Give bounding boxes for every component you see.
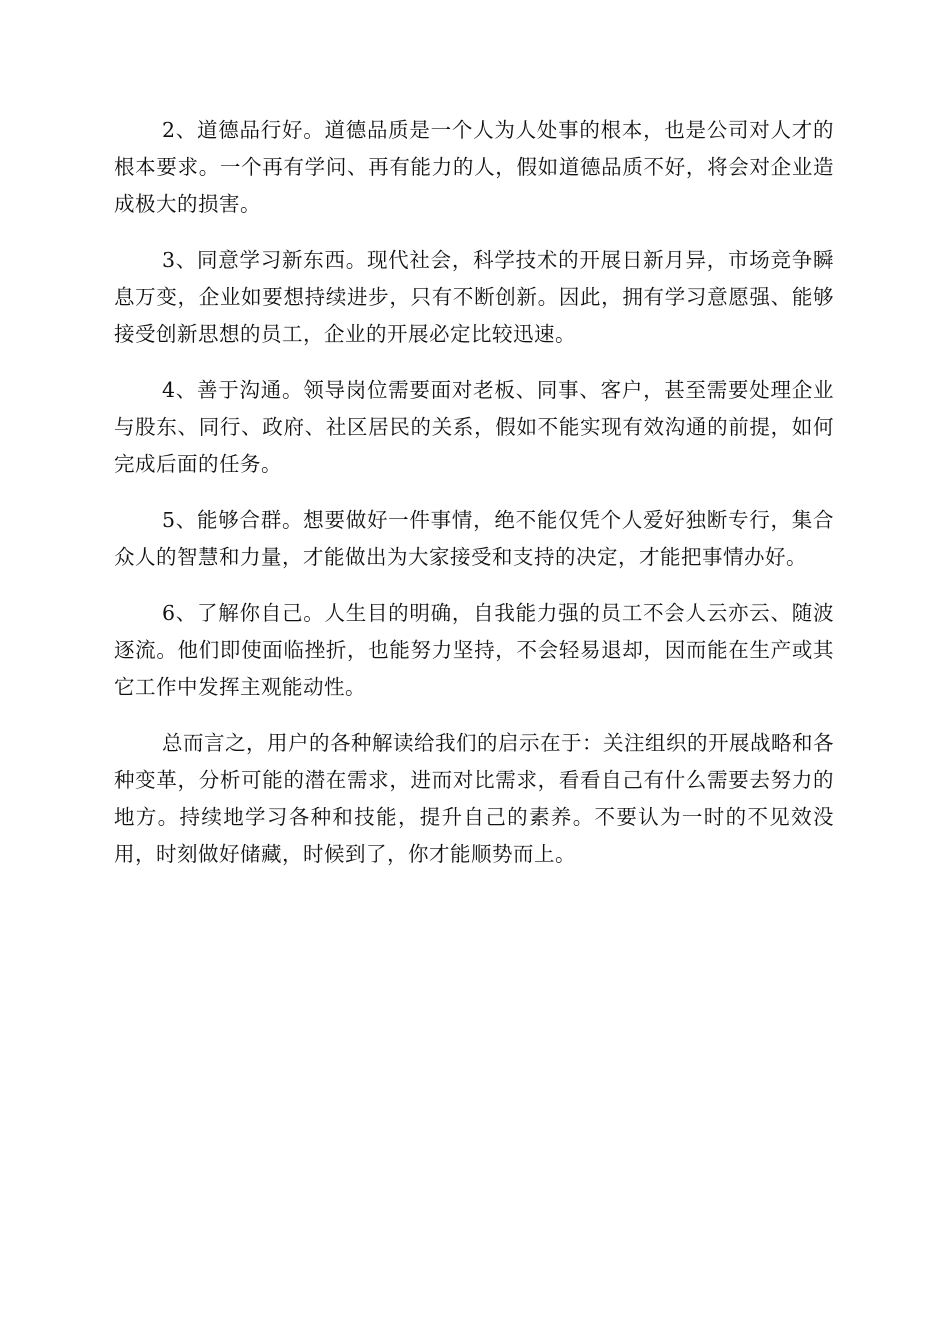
paragraph-willing-to-learn: 3、同意学习新东西。现代社会，科学技术的开展日新月异，市场竞争瞬息万变，企业如要想持续进步，只有不断创新。因此，拥有学习意愿强、能够接受创新思想的员工，企业的开展必定比较迅速。 — [114, 248, 834, 346]
paragraph-self-knowledge: 6、了解你自己。人生目的明确，自我能力强的员工不会人云亦云、随波逐流。他们即使面临挫折，也能努力坚持，不会轻易退却，因而能在生产或其它工作中发挥主观能动性。 — [114, 601, 834, 699]
paragraph-teamwork: 5、能够合群。想要做好一件事情，绝不能仅凭个人爱好独断专行，集合众人的智慧和力量，才能做出为大家接受和支持的决定，才能把事情办好。 — [114, 508, 834, 569]
paragraph-communication: 4、善于沟通。领导岗位需要面对老板、同事、客户，甚至需要处理企业与股东、同行、政府、社区居民的关系，假如不能实现有效沟通的前提，如何完成后面的任务。 — [114, 378, 834, 476]
document-body — [114, 112, 834, 892]
paragraph-moral-character: 2、道德品行好。道德品质是一个人为人处事的根本，也是公司对人才的根本要求。一个再有学问、再有能力的人，假如道德品质不好，将会对企业造成极大的损害。 — [114, 118, 834, 216]
paragraph-conclusion: 总而言之，用户的各种解读给我们的启示在于：关注组织的开展战略和各种变革，分析可能的潜在需求，进而对比需求，看看自己有什么需要去努力的地方。持续地学习各种和技能，提升自己的素养。不要认为一时的不见效没用，时刻做好储藏，时候到了，你才能顺势而上。 — [114, 731, 834, 866]
